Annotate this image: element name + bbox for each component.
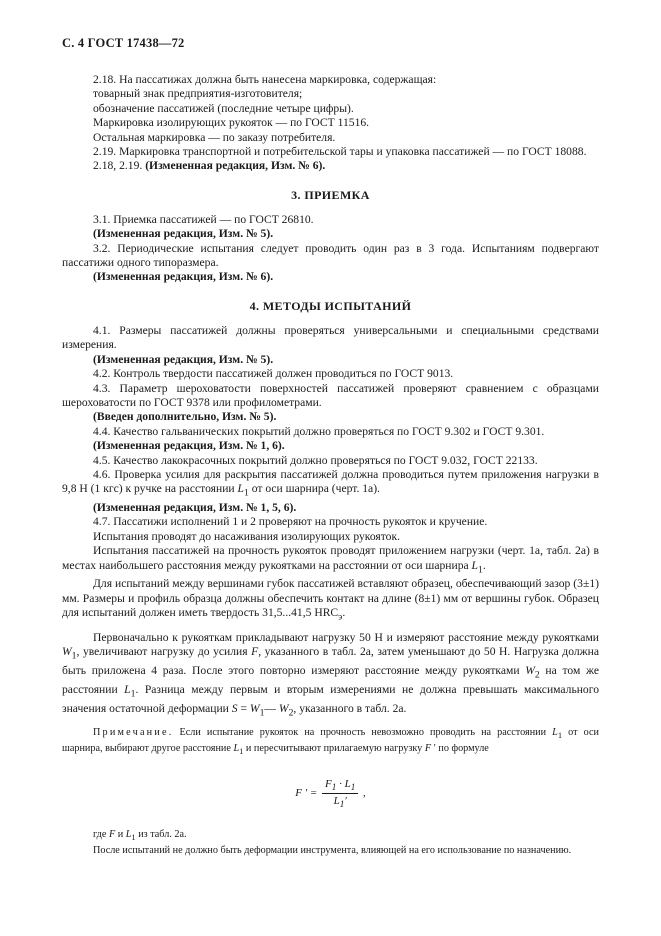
paragraph-4-6: 4.6. Проверка усилия для раскрытия пассатижей должна проводиться путем приложения нагрузки в 9,8 Н (1 кгс) к ручке на расстоянии $L_1$ от оси шарнира (черт. 1а).	[62, 467, 599, 499]
paragraph-2-18-item-4: Остальная маркировка — по заказу потребителя.	[93, 130, 336, 144]
paragraph-4-7-cont-4: Первоначально к рукояткам прикладывают нагрузку 50 Н и измеряют расстояние между рукоятками $W_1$, увеличивают нагрузку до усилия F, указанного в табл. 2а, затем уменьшают до 50 Н. Нагрузка должна быть приложена 4 раза. После этого повторно измеряют расстояние между рукоятками $W_2$ на том же расстоянии $L_1$. Разница между первым и вторым измерениями не должна превышать максимального значения остаточной деформации $S = W_1—$ $W_2$, указанного в табл. 2а.	[62, 630, 599, 718]
page-header: С. 4 ГОСТ 17438—72	[62, 36, 185, 50]
paragraph-4-3: 4.3. Параметр шероховатости поверхностей пассатижей проверяют сравнением с образцами шероховатости по ГОСТ 9378 или профилометрами.	[62, 381, 599, 409]
paragraph-2-19: 2.19. Маркировка транспортной и потребительской тары и упаковка пассатижей — по ГОСТ 18088.	[93, 145, 587, 159]
paragraph-4-4: 4.4. Качество гальванических покрытий должно проверяться по ГОСТ 9.302 и ГОСТ 9.301.	[93, 424, 545, 438]
revision-note-4-3: (Введен дополнительно, Изм. № 5).	[93, 410, 277, 424]
section-4-title: 4. МЕТОДЫ ИСПЫТАНИЙ	[249, 298, 412, 313]
revision-note-4-6: (Измененная редакция, Изм. № 1, 5, 6).	[93, 501, 297, 515]
revision-note-4-4: (Измененная редакция, Изм. № 1, 6).	[93, 439, 285, 453]
document-page	[62, 36, 599, 857]
paragraph-3-1: 3.1. Приемка пассатижей — по ГОСТ 26810.	[93, 212, 314, 226]
paragraph-4-7-cont-1: Испытания проводят до насаживания изолирующих рукояток.	[93, 529, 400, 543]
final-paragraph: После испытаний не должно быть деформации инструмента, влияющей на его использование по назначению.	[93, 844, 572, 856]
revision-note-4-1: (Измененная редакция, Изм. № 5).	[93, 352, 274, 366]
paragraph-2-18-item-3: Маркировка изолирующих рукояток — по ГОСТ 11516.	[93, 116, 370, 130]
revision-note-3-1: (Измененная редакция, Изм. № 5).	[93, 227, 274, 241]
paragraph-4-7-cont-2: Испытания пассатижей на прочность рукояток проводят приложением нагрузки (черт. 1а, табл. 2а) в местах наибольшего расстояния между рукоятками на расстоянии от оси шарнира $L_1$.	[62, 544, 599, 575]
paragraph-4-5: 4.5. Качество лакокрасочных покрытий должно проверяться по ГОСТ 9.032, ГОСТ 22133.	[93, 453, 538, 467]
formula-f-prime: F ′ = $\frac{F_1 \cdot L_1}{L_1'}$ ,	[295, 778, 366, 810]
section-3-title: 3. ПРИЕМКА	[291, 187, 370, 202]
formula-where-clause: где F и $L_1$ из табл. 2а.	[93, 828, 187, 842]
paragraph-4-7: 4.7. Пассатижи исполнений 1 и 2 проверяют на прочность рукояток и кручение.	[93, 515, 488, 529]
paragraph-4-1: 4.1. Размеры пассатижей должны проверяться универсальными и специальными средствами измерения.	[62, 323, 599, 352]
paragraph-3-2: 3.2. Периодические испытания следует проводить один раз в 3 года. Испытаниям подвергают пассатижи одного типоразмера.	[62, 241, 599, 270]
paragraph-2-18-item-2: обозначение пассатижей (последние четыре цифры).	[93, 101, 354, 115]
paragraph-2-18-item-1: товарный знак предприятия-изготовителя;	[93, 87, 303, 101]
paragraph-4-2: 4.2. Контроль твердости пассатижей должен проводиться по ГОСТ 9013.	[93, 367, 454, 381]
paragraph-2-18: 2.18. На пассатижах должна быть нанесена маркировка, содержащая:	[93, 73, 437, 86]
paragraph-4-7-cont-3: Для испытаний между вершинами губок пассатижей вставляют образец, обеспечивающий зазор (3±1) мм. Размеры и профиль образца должны обеспечить контакт на длине (8±1) мм от вершины губок. Образец для испытаний должен иметь твердость 31,5...41,5 $HRC_э$.	[62, 577, 599, 623]
revision-note-2-18-2-19: 2.18, 2.19. (Измененная редакция, Изм. № 6).	[93, 159, 326, 173]
revision-note-3-2: (Измененная редакция, Изм. № 6).	[93, 270, 274, 284]
note-paragraph: Примечание. Если испытание рукояток на прочность невозможно проводить на расстоянии $L_1$ от оси шарнира, выбирают другое расстояние $L_1$ и пересчитывают прилагаемую нагрузку F ′ по формуле	[62, 727, 600, 757]
